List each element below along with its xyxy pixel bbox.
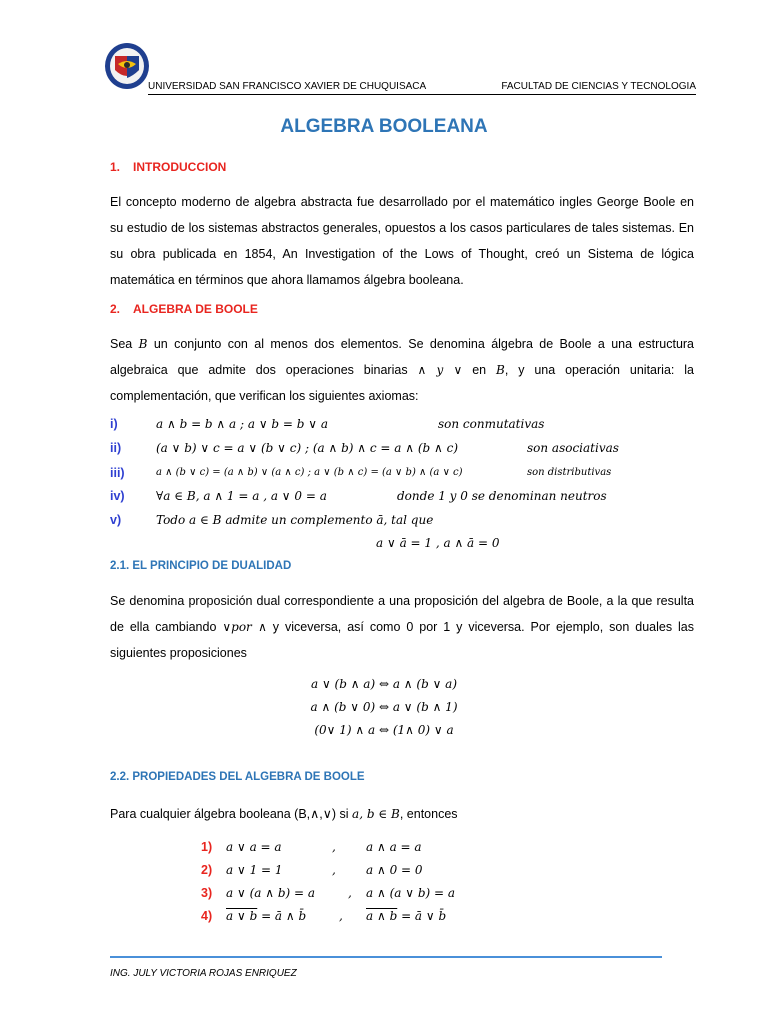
footer-rule xyxy=(110,956,662,958)
axiom-2-label: ii) xyxy=(110,441,122,455)
dual-example-1: a ∨ (b ∧ a) ⇔ a ∧ (b ∨ a) xyxy=(310,677,458,691)
section-1-heading: INTRODUCCION xyxy=(133,160,227,174)
axiom-4-expression: ∀a ∈ B, a ∧ 1 = a , a ∨ 0 = a xyxy=(156,489,327,503)
axiom-3-description: son distributivas xyxy=(527,467,612,478)
page-title: ALGEBRA BOOLEANA xyxy=(280,116,488,137)
section-2-heading: ALGEBRA DE BOOLE xyxy=(133,302,258,316)
university-name: UNIVERSIDAD SAN FRANCISCO XAVIER DE CHUQUISACA xyxy=(148,81,427,92)
intro-line-2: su estudio de los sistemas abstractos generales, opuestos a los casos particulares de tales sistemas. En xyxy=(110,221,694,235)
property-4-left: a ∨ b = ā ∧ b̄ xyxy=(226,909,307,923)
axiom-3-label: iii) xyxy=(110,466,125,480)
boole-definition-paragraph xyxy=(110,331,694,409)
duality-paragraph xyxy=(110,588,694,666)
university-seal-logo xyxy=(104,42,150,90)
property-4-right: a ∧ b = ā ∨ b̄ xyxy=(366,909,447,923)
axiom-1-label: i) xyxy=(110,417,118,431)
axiom-1-description: son conmutativas xyxy=(438,417,545,431)
property-1-number: 1) xyxy=(201,840,213,854)
property-2-right: a ∧ 0 = 0 xyxy=(366,863,423,877)
definition-line-3: complementación, que verifican los siguientes axiomas: xyxy=(110,389,419,403)
section-2-number: 2. xyxy=(110,302,121,316)
axiom-5-label: v) xyxy=(110,513,122,527)
property-3-number: 3) xyxy=(201,886,213,900)
footer-author: ING. JULY VICTORIA ROJAS ENRIQUEZ xyxy=(110,968,297,979)
property-2-comma: , xyxy=(332,863,336,877)
property-3-right: a ∧ (a ∨ b) = a xyxy=(366,886,456,900)
property-2-number: 2) xyxy=(201,863,213,877)
axiom-1-expression: a ∧ b = b ∧ a ; a ∨ b = b ∨ a xyxy=(156,417,329,431)
intro-line-1: El concepto moderno de algebra abstracta fue desarrollado por el matemático ingles George Boole en xyxy=(110,195,694,209)
axiom-4-label: iv) xyxy=(110,489,125,503)
property-4-number: 4) xyxy=(201,909,213,923)
property-3-left: a ∨ (a ∧ b) = a xyxy=(226,886,316,900)
section-2-1-heading: 2.1. EL PRINCIPIO DE DUALIDAD xyxy=(110,560,292,572)
intro-line-4: matemática en términos que ahora llamamos álgebra booleana. xyxy=(110,273,464,287)
section-2-2-heading: 2.2. PROPIEDADES DEL ALGEBRA DE BOOLE xyxy=(110,771,365,783)
dual-example-2: a ∧ (b ∨ 0) ⇔ a ∨ (b ∧ 1) xyxy=(310,700,458,714)
property-4-comma: , xyxy=(339,909,343,923)
dual-example-3: (0∨ 1) ∧ a ⇔ (1∧ 0) ∨ a xyxy=(314,723,454,737)
axiom-4-description: donde 1 y 0 se denominan neutros xyxy=(397,489,607,503)
axiom-5-expression: Todo a ∈ B admite un complemento ā, tal que xyxy=(156,513,434,527)
faculty-name: FACULTAD DE CIENCIAS Y TECNOLOGIA xyxy=(501,81,696,92)
intro-paragraph xyxy=(110,189,694,293)
property-2-left: a ∨ 1 = 1 xyxy=(226,863,283,877)
axiom-3-expression: a ∧ (b ∨ c) = (a ∧ b) ∨ (a ∧ c) ; a ∨ (b ∧ c) = (a ∨ b) ∧ (a ∨ c) xyxy=(156,467,463,478)
property-1-left: a ∨ a = a xyxy=(226,840,282,854)
definition-line-2: algebraica que admite dos operaciones binarias ∧ y ∨ en B, y una operación unitaria: la xyxy=(110,363,695,377)
intro-line-3: su obra publicada en 1854, An Investigation of the Lows of Thought, creó un Sistema de lógica xyxy=(110,247,694,261)
property-1-right: a ∧ a = a xyxy=(366,840,422,854)
properties-intro: Para cualquier álgebra booleana (B,∧,∨) si a, b ∈ B, entonces xyxy=(110,807,458,821)
axiom-2-description: son asociativas xyxy=(527,441,619,455)
axiom-2-expression: (a ∨ b) ∨ c = a ∨ (b ∨ c) ; (a ∧ b) ∧ c = a ∧ (b ∧ c) xyxy=(156,441,459,455)
duality-line-1: Se denomina proposición dual correspondiente a una proposición del algebra de Boole, a la que resulta xyxy=(110,594,694,608)
axiom-5-complement: a ∨ ā = 1 , a ∧ ā = 0 xyxy=(376,536,500,550)
definition-line-1: Sea B un conjunto con al menos dos elementos. Se denomina álgebra de Boole a una estructura xyxy=(110,337,695,351)
duality-line-2: de ella cambiando ∨por ∧ y viceversa, así como 0 por 1 y viceversa. Por ejemplo, son duales las xyxy=(110,620,694,634)
property-1-comma: , xyxy=(332,840,336,854)
section-1-number: 1. xyxy=(110,160,121,174)
property-3-comma: , xyxy=(348,886,352,900)
duality-line-3: siguientes proposiciones xyxy=(110,646,247,660)
header-rule xyxy=(148,94,696,95)
